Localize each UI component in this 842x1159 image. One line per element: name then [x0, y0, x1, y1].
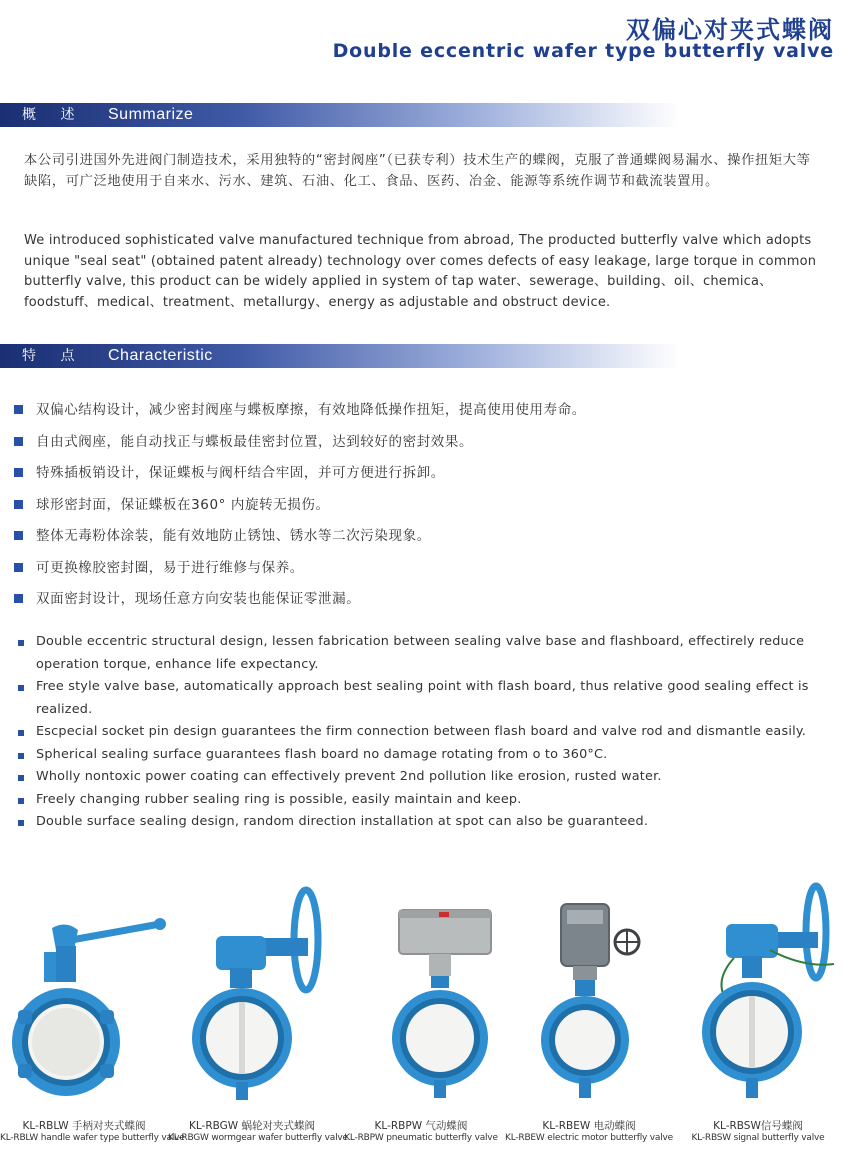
- feature-list-en: [18, 631, 818, 834]
- product-card: [337, 880, 505, 1159]
- product-caption-cn: KL-RBPW 气动蝶阀: [374, 1120, 468, 1132]
- summary-text-cn: 本公司引进国外先进阀门制造技术，采用独特的“密封阀座”（已获专利）技术生产的蝶阀，克服了普通蝶阀易漏水、操作扭矩大等缺陷，可广泛地使用于自来水、污水、建筑、石油、化工、食品、医药、冶金、能源等系统作调节和截流装置用。: [24, 153, 811, 189]
- bullet-square-icon: [14, 500, 23, 509]
- list-item: Escpecial socket pin design guarantees the firm connection between flash board and valve rod and dismantle easily.: [18, 721, 818, 744]
- pneumatic-valve-image: [337, 880, 505, 1116]
- bullet-square-icon: [14, 563, 23, 572]
- bullet-square-icon: [18, 820, 24, 826]
- electric-valve-image: [505, 880, 673, 1116]
- wormgear-valve-image: [168, 880, 336, 1116]
- summary-heading-en: Summarize: [108, 106, 194, 123]
- bullet-square-icon: [18, 730, 24, 736]
- list-item: Free style valve base, automatically approach best sealing point with flash board, thus relative good sealing effect is realized.: [18, 676, 818, 721]
- feature-list-cn: [14, 400, 814, 621]
- characteristic-heading-en: Characteristic: [108, 347, 213, 364]
- product-caption-cn: KL-RBLW 手柄对夹式蝶阀: [22, 1120, 146, 1132]
- bullet-square-icon: [18, 753, 24, 759]
- characteristic-heading-bar: [0, 344, 680, 368]
- list-item: 整体无毒粉体涂装，能有效地防止锈蚀、锈水等二次污染现象。: [14, 526, 814, 558]
- handle-valve-image: [0, 880, 168, 1116]
- product-caption-en: KL-RBLW handle wafer type butterfly valve: [0, 1133, 185, 1143]
- product-card: [0, 880, 185, 1159]
- bullet-square-icon: [18, 640, 24, 646]
- bullet-square-icon: [14, 594, 23, 603]
- page-title-en: Double eccentric wafer type butterfly valve: [332, 40, 834, 62]
- list-item: 双面密封设计，现场任意方向安装也能保证零泄漏。: [14, 589, 814, 621]
- list-item: 特殊插板销设计，保证蝶板与阀杆结合牢固，并可方便进行拆卸。: [14, 463, 814, 495]
- list-item: Wholly nontoxic power coating can effectively prevent 2nd pollution like erosion, rusted water.: [18, 766, 818, 789]
- bullet-square-icon: [14, 468, 23, 477]
- product-caption-cn: KL-RBSW信号蝶阀: [713, 1120, 803, 1132]
- product-caption-en: KL-RBPW pneumatic butterfly valve: [344, 1133, 498, 1143]
- page-title-cn: 双偏心对夹式蝶阀: [626, 16, 834, 44]
- product-card: [674, 880, 842, 1159]
- bullet-square-icon: [14, 437, 23, 446]
- summary-heading-cn: 概 述: [22, 107, 85, 123]
- characteristic-heading-cn: 特 点: [22, 348, 85, 364]
- bullet-square-icon: [18, 798, 24, 804]
- list-item: Spherical sealing surface guarantees flash board no damage rotating from o to 360°C.: [18, 744, 818, 767]
- list-item: 自由式阀座，能自动找正与蝶板最佳密封位置，达到较好的密封效果。: [14, 432, 814, 464]
- bullet-square-icon: [14, 405, 23, 414]
- list-item: Double eccentric structural design, lessen fabrication between sealing valve base and flashboard, effectirely reduce operation torque, enhance life expectancy.: [18, 631, 818, 676]
- summary-heading-bar: [0, 103, 680, 127]
- product-caption-cn: KL-RBEW 电动蝶阀: [542, 1120, 636, 1132]
- product-card: [505, 880, 673, 1159]
- list-item: 球形密封面，保证蝶板在360° 内旋转无损伤。: [14, 495, 814, 527]
- product-gallery: [0, 880, 842, 1159]
- list-item: Freely changing rubber sealing ring is possible, easily maintain and keep.: [18, 789, 818, 812]
- product-caption-en: KL-RBEW electric motor butterfly valve: [505, 1133, 673, 1143]
- list-item: 双偏心结构设计，减少密封阀座与蝶板摩擦，有效地降低操作扭矩，提高使用使用寿命。: [14, 400, 814, 432]
- bullet-square-icon: [14, 531, 23, 540]
- product-caption-en: KL-RBGW wormgear wafer butterfly valve: [168, 1133, 348, 1143]
- signal-valve-image: [674, 880, 842, 1116]
- summary-text-en: We introduced sophisticated valve manufactured technique from abroad, The producted butterfly valve which adopts unique "seal seat" (obtained patent already) technology over comes defects of easy leakage, large torque in common butterfly valve, this product can be widely applied in system of tap water、sewerage、building、oil、chemica、 foodstuff、medical、treatment、metallurgy、energy as adjustable and obstruct device.: [24, 233, 817, 310]
- bullet-square-icon: [18, 775, 24, 781]
- list-item: 可更换橡胶密封圈，易于进行维修与保养。: [14, 558, 814, 590]
- list-item: Double surface sealing design, random direction installation at spot can also be guaranteed.: [18, 811, 818, 834]
- product-card: [168, 880, 348, 1159]
- bullet-square-icon: [18, 685, 24, 691]
- product-caption-cn: KL-RBGW 蜗轮对夹式蝶阀: [188, 1120, 315, 1132]
- product-caption-en: KL-RBSW signal butterfly valve: [691, 1133, 825, 1143]
